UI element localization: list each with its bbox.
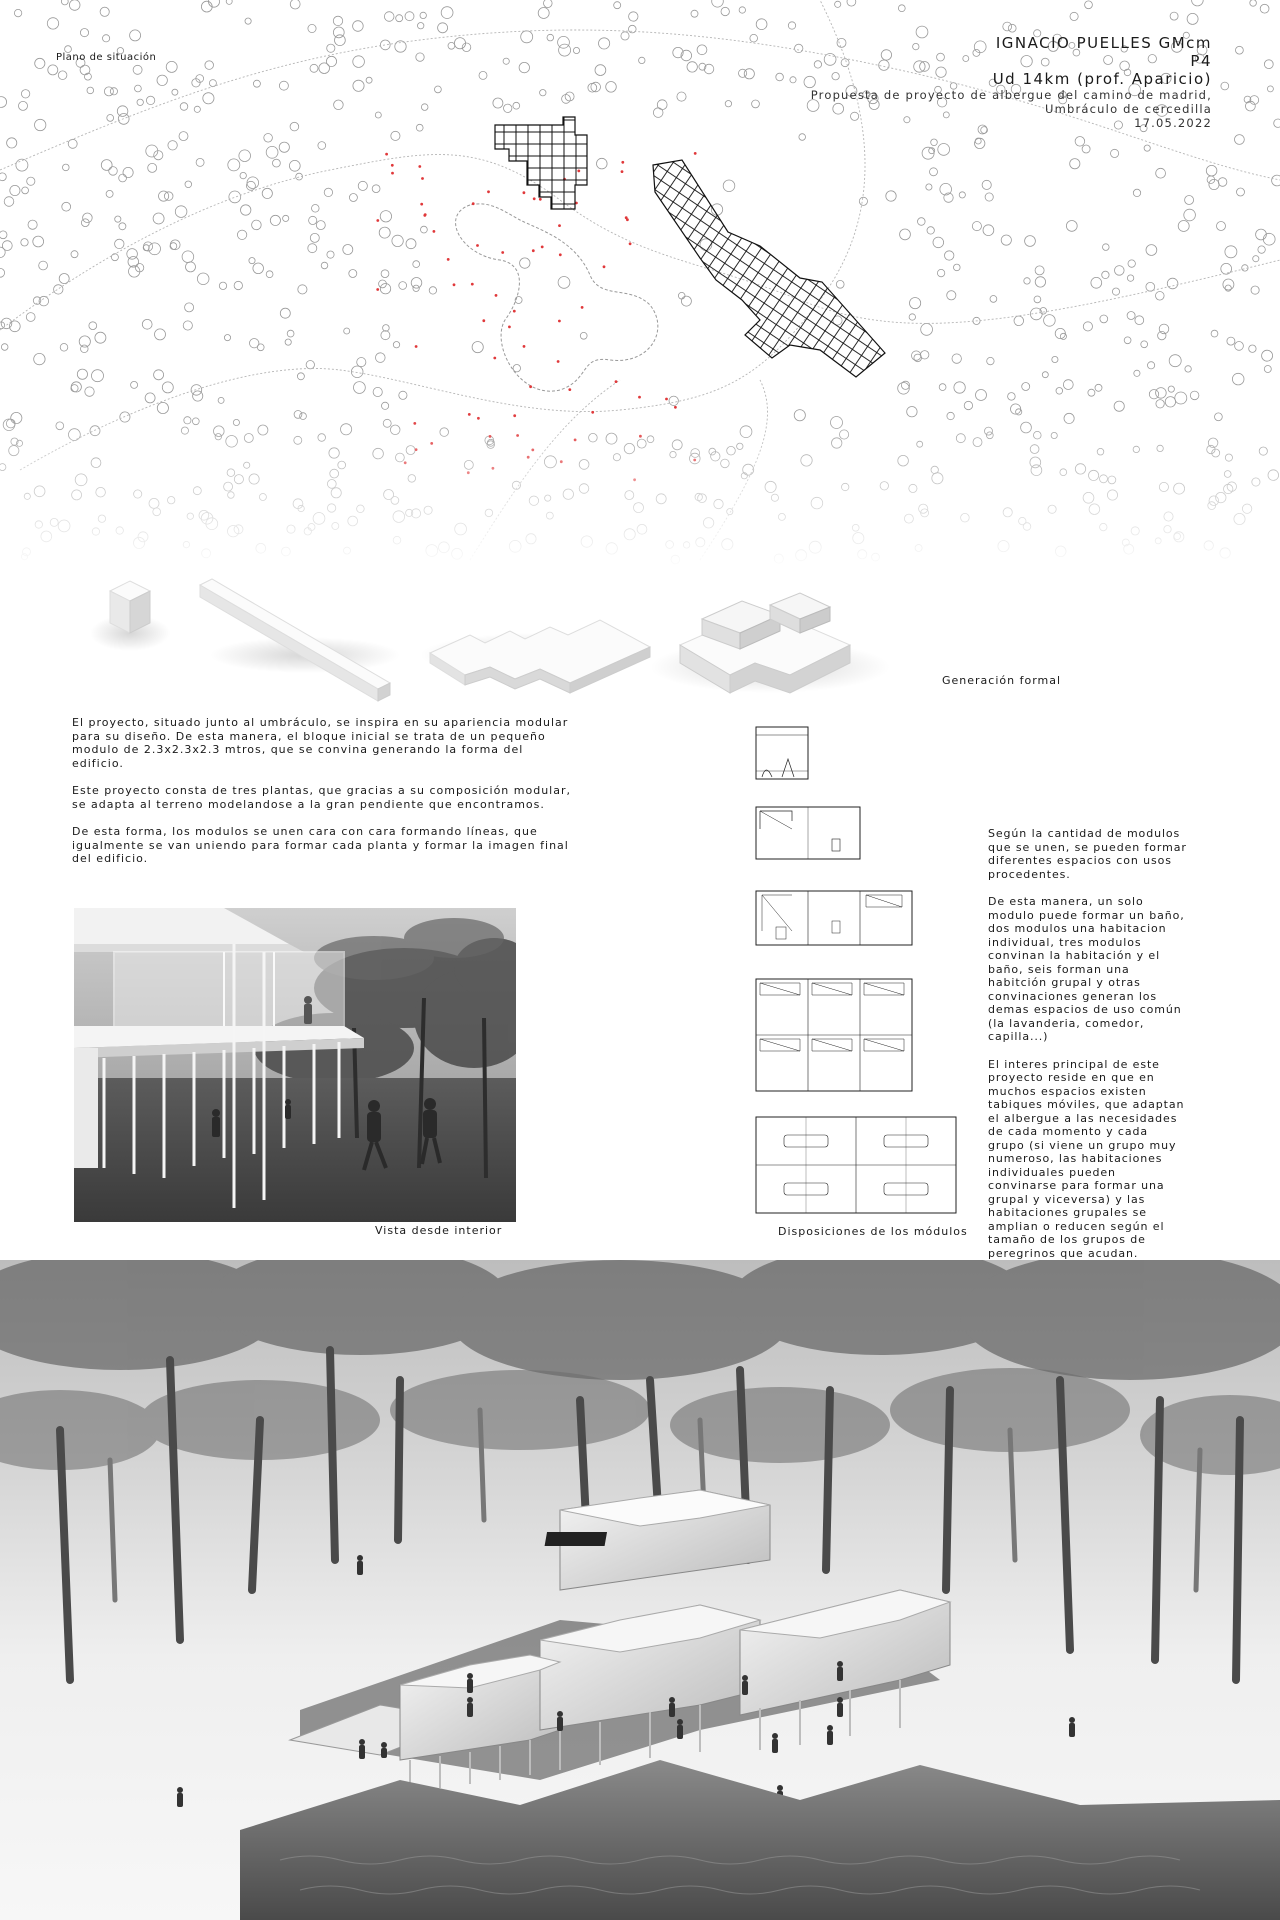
- project-code: P4: [1190, 52, 1212, 70]
- layout-group-room: [756, 979, 912, 1091]
- modules-paragraph-1: Según la cantidad de modulos que se unen, se pueden formar diferentes espacios con usos procedentes.: [988, 827, 1187, 881]
- title-block: [811, 34, 1212, 130]
- step-cube: [90, 581, 170, 651]
- modules-paragraph-2: De esta manera, un solo modulo puede formar un baño, dos modulos una habitacion individual, tres modulos convinan la habitación y el baño, seis forman una habitción grupal y otras convinaciones generan los demas espacios de uso común (la lavanderia, comedor, capilla...): [988, 895, 1185, 1043]
- intro-paragraph-2: Este proyecto consta de tres plantas, que gracias a su composición modular, se adapta al terreno modelandose a la gran pendiente que encontramos.: [72, 784, 571, 811]
- step-bar: [200, 579, 400, 701]
- date-line: 17.05.2022: [1134, 116, 1212, 130]
- layout-common-spaces: [756, 1117, 956, 1213]
- module-layouts-caption: Disposiciones de los módulos: [778, 1225, 968, 1238]
- layout-single-room: [756, 807, 860, 859]
- aerial-render: [0, 1260, 1280, 1920]
- interior-caption: Vista desde interior: [375, 1224, 503, 1237]
- intro-text: [72, 716, 572, 880]
- layout-bathroom: [756, 727, 808, 779]
- module-layouts-diagram: [752, 725, 962, 1215]
- formal-generation-diagram: [90, 575, 970, 715]
- formal-generation-caption: Generación formal: [942, 674, 1062, 687]
- layout-room-with-bath: [756, 891, 912, 945]
- unit-title: Ud 14km (prof. Aparicio): [992, 70, 1212, 88]
- intro-paragraph-1: El proyecto, situado junto al umbráculo, se inspira en su apariencia modular para su diseño. De esta manera, el bloque inicial se trata de un pequeño modulo de 2.3x2.3x2.3 mtros, que se convina generando la forma del edificio.: [72, 716, 569, 770]
- site-line: Umbráculo de cercedilla: [1044, 102, 1212, 116]
- intro-paragraph-3: De esta forma, los modulos se unen cara con cara formando líneas, que igualmente se van uniendo para formar cada planta y formar la imagen final del edificio.: [72, 825, 569, 865]
- modules-paragraph-3: El interes principal de este proyecto reside en que en muchos espacios existen tabiques móviles, que adaptan el albergue a las necesidades de cada momento y cada grupo (si viene un grupo muy numeroso, las habitaciones individuales pueden convinarse para formar una grupal y viceversa) y las habitaciones grupales se amplian o reducen según el tamaño de los grupos de peregrinos que acudan.: [988, 1057, 1185, 1260]
- step-assembled: [650, 593, 890, 693]
- proposal-line: Propuesta de proyecto de albergue del camino de madrid,: [810, 88, 1212, 102]
- plan-label: Plano de situación: [56, 52, 157, 63]
- modules-text: [988, 827, 1188, 1274]
- interior-render: [74, 908, 516, 1222]
- author-name: IGNACIO PUELLES GMcm: [995, 34, 1212, 52]
- step-floor-plan: [420, 620, 650, 693]
